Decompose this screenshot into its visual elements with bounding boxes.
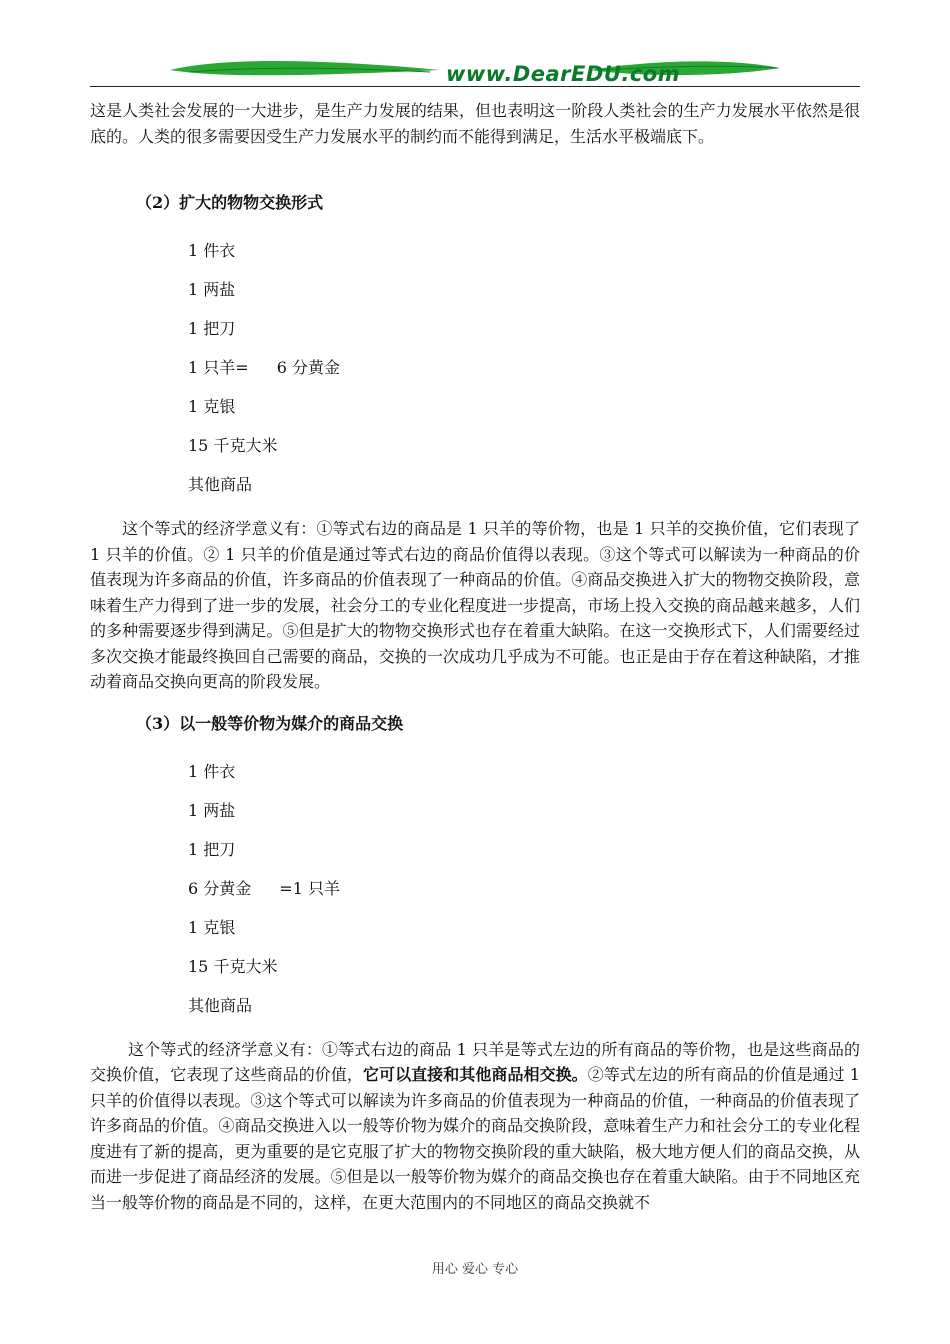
list-item: 1 两盐 <box>188 800 236 820</box>
paragraph-text: 这个等式的经济学意义有：①等式右边的商品 1 只羊是等式左边的所有商品的等价物，也是这些商品的交换价值，它表现了这些商品的价值， <box>90 1039 860 1084</box>
intro-paragraph: 这是人类社会发展的一大进步，是生产力发展的结果，但也表明这一阶段人类社会的生产力发展水平依然是很底的。人类的很多需要因受生产力发展水平的制约而不能得到满足，生活水平极端底下。 <box>90 101 860 146</box>
list-item: 1 件衣 <box>188 241 236 260</box>
section2-equation <box>188 231 860 504</box>
paragraph-text: ②等式左边的所有商品的价值是通过 1 只羊的价值得以表现。③这个等式可以解读为许多商品的价值表现为一种商品的价值，一种商品的价值表现了许多商品的价值。④商品交换进入以一般等价物为媒介的商品交换阶段，意味着生产力和社会分工的专业化程度进有了新的提高，更为重要的是它克服了扩大的物物交换阶段的重大缺陷，极大地方便人们的商品交换，从而进一步促进了商品经济的发展。⑤但是以一般等价物为媒介的商品交换也存在着重大缺陷。由于不同地区充当一般等价物的商品是不同的，这样，在更大范围内的不同地区的商品交换就不 <box>90 1065 860 1212</box>
list-item: 1 把刀 <box>188 839 236 859</box>
section2-title: （2）扩大的物物交换形式 <box>136 193 324 212</box>
equation-row <box>188 348 860 387</box>
list-item: 1 把刀 <box>188 319 236 338</box>
equation-right-side: 6 分黄金 <box>276 358 340 377</box>
site-logo-text: www.DearEDU.com <box>446 62 681 86</box>
section3-paragraph <box>90 1037 860 1216</box>
list-item: 1 两盐 <box>188 280 236 299</box>
section3-equation <box>188 752 860 1025</box>
section3-title: （3）以一般等价物为媒介的商品交换 <box>136 713 404 733</box>
list-item: 其他商品 <box>188 995 253 1015</box>
header-rule <box>90 86 860 87</box>
emphasis-text: 它可以直接和其他商品相交换。 <box>362 1065 588 1084</box>
list-item: 1 克银 <box>188 397 236 416</box>
page-header <box>90 56 860 90</box>
page-footer: 用心 爱心 专心 <box>431 1262 519 1277</box>
list-item: 1 件衣 <box>188 761 236 781</box>
list-item: 1 克银 <box>188 917 236 937</box>
list-item: 15 千克大米 <box>188 956 278 976</box>
section2-paragraph: 这个等式的经济学意义有：①等式右边的商品是 1 只羊的等价物，也是 1 只羊的交换价值，它们表现了 1 只羊的价值。② 1 只羊的价值是通过等式右边的商品价值得以表现。③这个等式可以解读为一种商品的价值表现为许多商品的价值，许多商品的价值表现了一种商品的价值。④商品交换进入扩大的物物交换阶段，意味着生产力得到了进一步的发展，社会分工的专业化程度进一步提高，市场上投入交换的商品越来越多，人们的多种需要逐步得到满足。⑤但是扩大的物物交换形式也存在着重大缺陷。在这一交换形式下，人们需要经过多次交换才能最终换回自己需要的商品，交换的一次成功几乎成为不可能。也正是由于存在着这种缺陷，才推动着商品交换向更高的阶段发展。 <box>90 519 860 691</box>
equation-row <box>188 869 860 908</box>
list-item: 其他商品 <box>188 475 253 494</box>
list-item: 15 千克大米 <box>188 436 278 455</box>
document-body <box>90 98 860 1215</box>
equation-right-side: =1 只羊 <box>279 878 340 898</box>
list-item: 6 分黄金 <box>188 878 252 898</box>
list-item: 1 只羊= <box>188 358 249 377</box>
